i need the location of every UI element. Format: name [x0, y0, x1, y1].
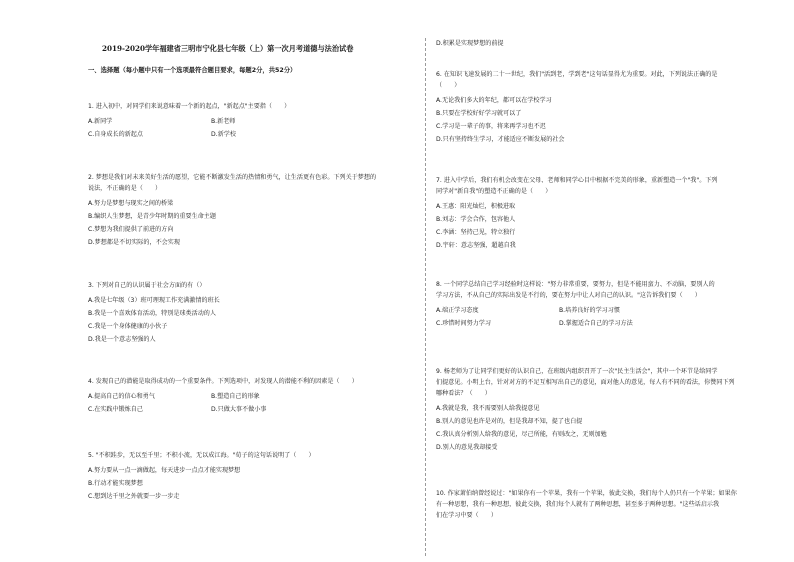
answer-option: D.只做大事不做小事 — [211, 406, 267, 413]
answer-option: B.别人的意见也许是对的，但是我却不知，提了也白提 — [436, 418, 583, 425]
answer-option: D.我是一个意志坚强的人 — [88, 336, 156, 343]
question-stem: 6. 在知识飞速发展的二十一世纪，我们"活到老，学到老"这句话显得尤为重要。对此，下列说法正确的是 — [436, 71, 718, 78]
answer-option: A.端正学习态度 — [436, 307, 479, 314]
question-stem: 哪种看法？（ ） — [436, 390, 491, 397]
answer-option: C.我是一个身体健康的小伙子 — [88, 323, 168, 330]
answer-option: B.培养良好的学习习惯 — [559, 307, 620, 314]
question-stem: 1. 进入初中，对同学们来说意味着一个新的起点，"新起点"主要指（ ） — [88, 103, 291, 110]
question-stem: 学习方法，不从自己的实际出发是不行的，要在努力中让人对自己的认识。"这告诉我们要（ ） — [436, 292, 701, 299]
answer-option: A.努力是梦想与现实之间的桥梁 — [88, 200, 174, 207]
answer-option: B.塑造自己的形象 — [211, 393, 260, 400]
question-stem: 3. 下列对自己的认识属于社会方面的有（） — [88, 282, 206, 289]
answer-option: A.提高自己的信心和勇气 — [88, 393, 155, 400]
column-divider — [425, 38, 426, 556]
answer-option: D.掌握适合自己的学习方法 — [559, 320, 633, 327]
answer-option: B.我是一个喜欢体育活动，特别是球类活动的人 — [88, 310, 216, 317]
question-stem: 2. 梦想是我们对未来美好生活的愿望，它能不断激发生活的热情和勇气，让生活更有色彩。下列关于梦想的 — [88, 174, 377, 181]
answer-option: A.我是七年级（3）班可理现工作充满激情的班长 — [88, 297, 220, 304]
question-stem: （ ） — [436, 82, 461, 89]
answer-option: A.我就是我，我不需要别人给我提意见 — [436, 405, 540, 412]
answer-option: B.编织人生梦想，是青少年时期的重要生命主题 — [88, 213, 216, 220]
question-stem: 10. 作家萧伯纳曾经说过："如果你有一个苹果，我有一个苹果，彼此交换，我们每个人仍只有一个苹果；如果你 — [436, 490, 737, 497]
answer-option: C.我认真分析别人给我的意见，尽己所能，有则改之，无则加勉 — [436, 431, 607, 438]
answer-option: A.新同学 — [88, 118, 113, 125]
question-stem: 9. 杨老师为了让同学们更好的认识自己，在班级内组织召开了一次"民主生活会"，其中一个环节是给同学 — [436, 368, 718, 375]
answer-option: D.别人的意见我却接受 — [436, 444, 498, 451]
answer-option: B.新老师 — [211, 118, 236, 125]
answer-option: D.宇轩：意志坚强，超越自我 — [436, 242, 516, 249]
answer-option: D.新学校 — [211, 131, 236, 138]
question-stem: 4. 发现自己的潜能是取得成功的一个重要条件。下列选项中，对发现人的潜能不利的因素是（ ） — [88, 378, 358, 385]
answer-option: B.只要在学校好好学习就可以了 — [436, 110, 522, 117]
answer-option: D.积累是实现梦想的前提 — [436, 40, 504, 47]
question-stem: 说法，不正确的是（ ） — [88, 185, 162, 192]
answer-option: C.学习是一辈子的事，将来再学习也不迟 — [436, 123, 546, 130]
question-stem: 7. 进入中学后，我们有机会改变在父母、老师和同学心目中根据不完美的形象，重新塑造一个"我"。下列 — [436, 177, 718, 184]
answer-option: C.在实践中锻炼自己 — [88, 406, 143, 413]
question-stem: 们提意见。小明上台，针对对方的不足互相写出自己的意见，面对他人的意见，每人有不同的看法，你赞同下列 — [436, 379, 735, 386]
question-stem: 们在学习中要（ ） — [436, 512, 497, 519]
answer-option: D.梦想都是不切实际的，不会实现 — [88, 239, 180, 246]
answer-option: C.梦想为我们提供了前进的方向 — [88, 226, 174, 233]
exam-title: 2019-2020学年福建省三明市宁化县七年级（上）第一次月考道德与法治试卷 — [102, 44, 354, 53]
answer-option: B.行动才能实现梦想 — [88, 480, 143, 487]
answer-option: A.努力要从一点一滴做起，每天进步一点点才能实现梦想 — [88, 467, 241, 474]
question-stem: 8. 一个同学总结自己学习经验时这样说："努力非常重要，要努力，但是不能用蛮力、不动脑，要别人的 — [436, 281, 715, 288]
section-heading: 一、选择题（每小题中只有一个选项最符合题目要求，每题2分，共52分） — [88, 67, 297, 74]
answer-option: C.自身成长的新起点 — [88, 131, 143, 138]
answer-option: C.珍惜时间努力学习 — [436, 320, 491, 327]
answer-option: A.无论我们多大的年纪，都可以在学校学习 — [436, 97, 552, 104]
answer-option: C.李涵：坚持己见，特立独行 — [436, 229, 516, 236]
answer-option: B.刘志：学会合作，包容他人 — [436, 216, 516, 223]
question-stem: 同学对"新自我"的塑造不正确的是（ ） — [436, 188, 552, 195]
question-stem: 有一种思想，我有一种思想，彼此交换，我们每个人就有了两种思想，甚至多于两种思想。"这些话启示我 — [436, 501, 720, 508]
answer-option: D.只有坚持终生学习，才能适应不断发展的社会 — [436, 136, 565, 143]
question-stem: 5. "不积跬步，无以至千里；不积小流，无以成江海。"荀子的这句话说明了（ ） — [88, 452, 315, 459]
answer-option: A.王惠：阳光灿烂，积极进取 — [436, 203, 516, 210]
answer-option: C.想到达千里之外就要一步一步走 — [88, 493, 180, 500]
